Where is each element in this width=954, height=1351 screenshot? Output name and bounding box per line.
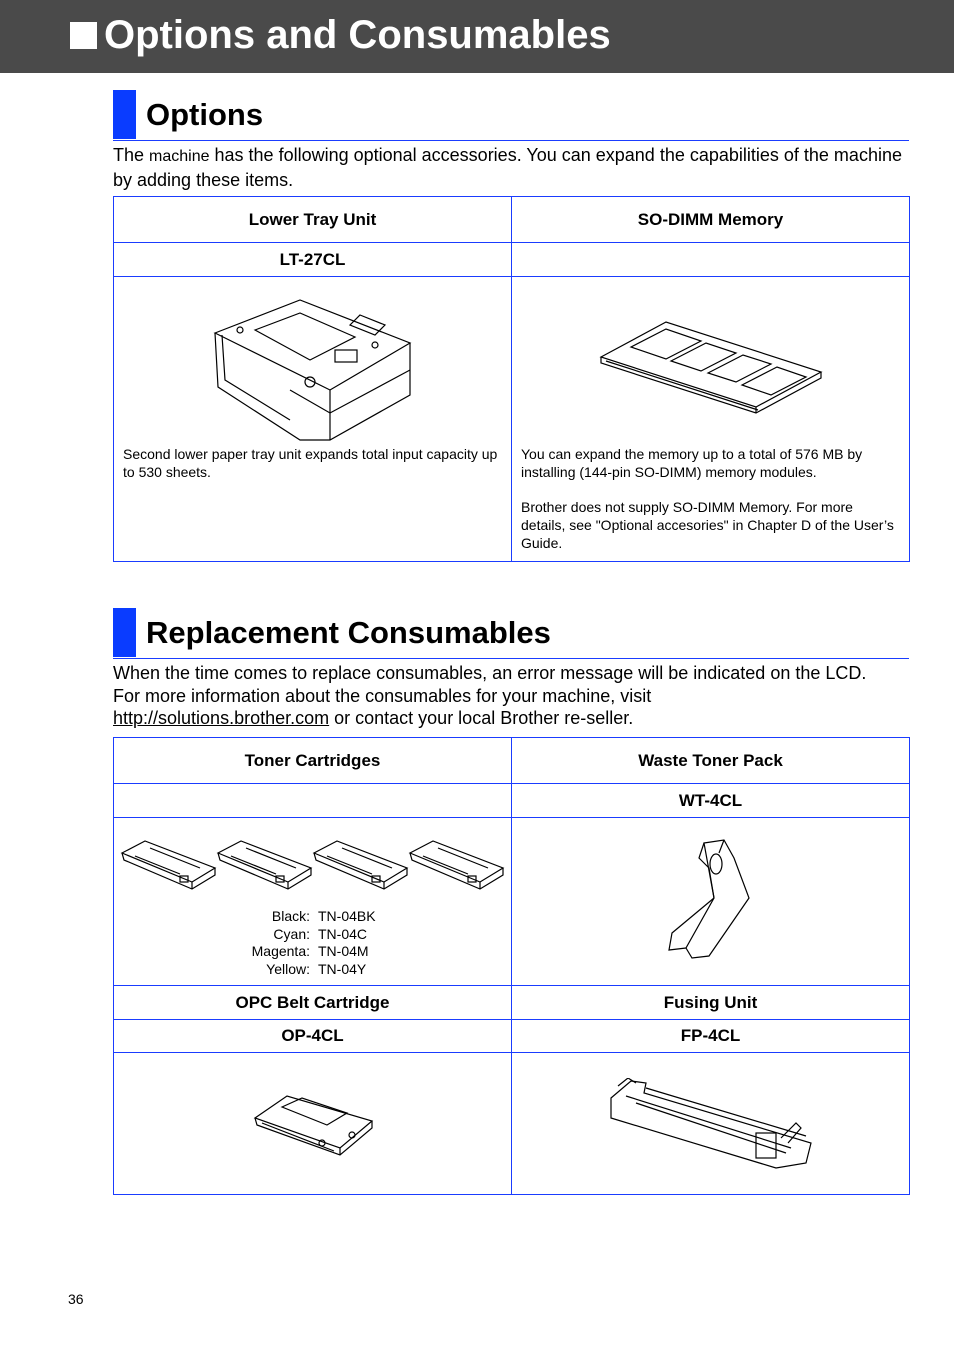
consumables-intro-suffix: or contact your local Brother re-seller. (329, 708, 634, 728)
sodimm-name: SO-DIMM Memory (637, 209, 784, 229)
belt-name: OPC Belt Cartridge (235, 992, 390, 1012)
lower-tray-model-cell (114, 243, 512, 277)
consumables-intro-line3 (113, 707, 913, 730)
lower-tray-model: LT-27CL (279, 249, 346, 269)
lower-tray-detail-cell (114, 277, 512, 562)
toner-model-cell (114, 784, 512, 818)
page-number: 36 (68, 1291, 84, 1307)
lower-tray-description: Second lower paper tray unit expands total input capacity up to 530 sheets. (123, 446, 498, 480)
toner-color-label: Magenta: (251, 943, 310, 959)
waste-name: Waste Toner Pack (638, 750, 783, 770)
page-header-bar (0, 0, 954, 73)
fusing-detail-cell (512, 1053, 910, 1195)
consumables-section-header (113, 608, 909, 659)
waste-model: WT-4CL (678, 790, 743, 810)
lower-tray-name: Lower Tray Unit (248, 209, 377, 229)
fusing-unit-icon (606, 1078, 816, 1173)
toner-color-label: Black: (271, 908, 310, 924)
toner-code-row (250, 908, 511, 926)
toner-cartridges-icon (120, 838, 510, 900)
sodimm-name-cell (512, 197, 910, 243)
toner-code-row (250, 961, 511, 979)
toner-color-label: Cyan: (273, 925, 310, 942)
waste-name-cell (512, 738, 910, 784)
lower-tray-name-cell (114, 197, 512, 243)
intro-prefix: The (113, 145, 150, 165)
fusing-name-cell (512, 986, 910, 1020)
options-table (113, 196, 910, 562)
fusing-name: Fusing Unit (663, 992, 758, 1012)
title-square-icon (70, 22, 97, 49)
consumables-intro-line1: When the time comes to replace consumables, an error message will be indicated on the LCD. (113, 663, 867, 683)
toner-code-row (250, 926, 511, 944)
consumables-table (113, 737, 910, 1195)
waste-detail-cell (512, 818, 910, 986)
belt-name-cell (114, 986, 512, 1020)
toner-detail-cell (114, 818, 512, 986)
options-intro (113, 144, 913, 191)
belt-model: OP-4CL (281, 1026, 344, 1045)
belt-model-cell (114, 1020, 512, 1053)
toner-code: TN-04Y (318, 960, 367, 977)
toner-color-label: Yellow: (266, 960, 310, 977)
consumables-intro (113, 662, 913, 730)
options-heading: Options (146, 97, 264, 132)
sodimm-model-cell (512, 243, 910, 277)
intro-suffix: has the following optional accessories. You can expand the capabilities of the machine by adding these items. (113, 145, 902, 190)
toner-name-cell (114, 738, 512, 784)
so-dimm-memory-icon (596, 317, 826, 417)
consumables-intro-line2: For more information about the consumables for your machine, visit (113, 685, 652, 706)
section-marker-icon (113, 90, 136, 139)
opc-belt-cartridge-icon (252, 1093, 377, 1163)
toner-code-row (250, 943, 511, 961)
toner-code: TN-04M (318, 943, 369, 959)
waste-toner-pack-icon (664, 838, 754, 963)
fusing-model-cell (512, 1020, 910, 1053)
toner-code: TN-04BK (318, 908, 376, 924)
toner-name: Toner Cartridges (244, 750, 381, 770)
belt-detail-cell (114, 1053, 512, 1195)
waste-model-cell (512, 784, 910, 818)
sodimm-description-1: You can expand the memory up to a total of 576 MB by installing (144-pin SO-DIMM) memory modules. (521, 446, 863, 480)
section-marker-icon (113, 608, 136, 657)
toner-code: TN-04C (318, 925, 368, 942)
lower-tray-unit-icon (210, 295, 420, 445)
fusing-model: FP-4CL (680, 1026, 741, 1045)
consumables-heading: Replacement Consumables (146, 615, 551, 650)
brother-solutions-link[interactable]: http://solutions.brother.com (113, 708, 330, 728)
page-title: Options and Consumables (104, 13, 611, 57)
options-section-header (113, 90, 909, 141)
sodimm-detail-cell (512, 277, 910, 562)
sodimm-description-2: Brother does not supply SO-DIMM Memory. For more details, see "Optional accesories" in Chapter D of the User’s Guide. (521, 499, 894, 551)
intro-word: machine (149, 148, 210, 165)
toner-codes (114, 908, 511, 978)
